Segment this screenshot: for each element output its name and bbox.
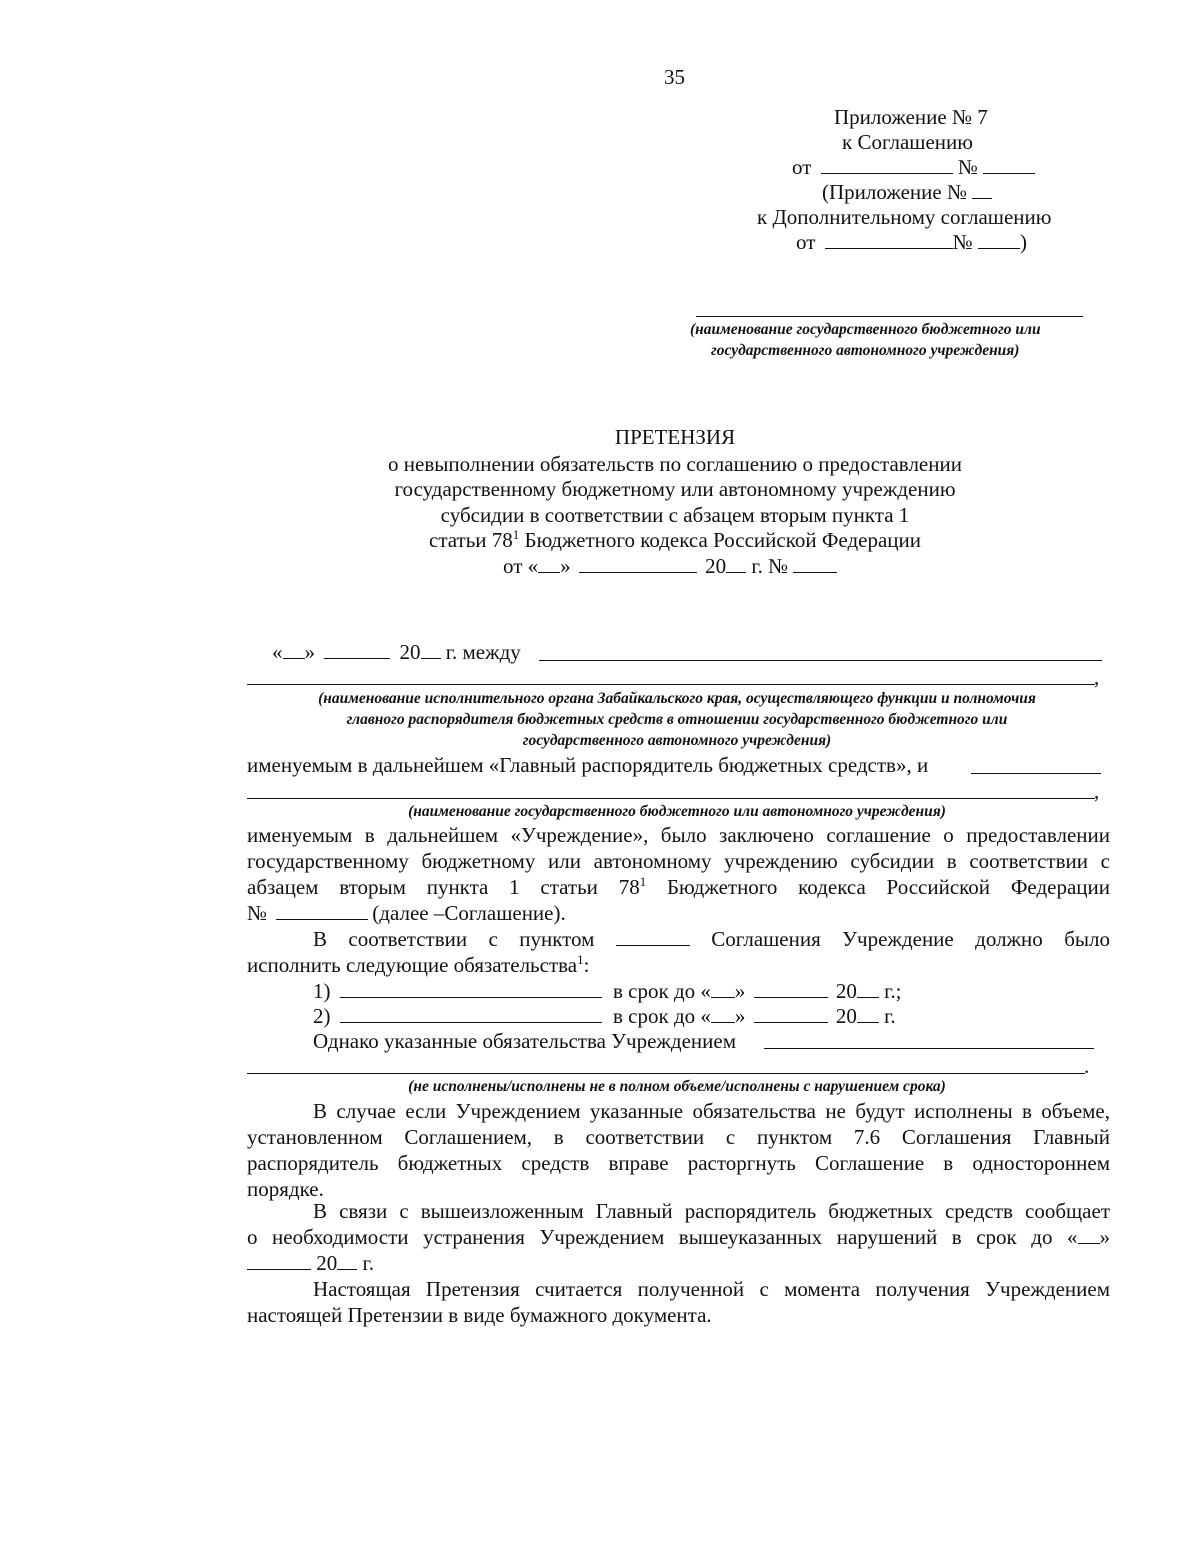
- blank-month: [754, 979, 828, 998]
- appendix-suppl-line: (Приложение №: [822, 179, 992, 205]
- page-number: 35: [664, 65, 685, 89]
- paragraph-1: именуемым в дальнейшем «Учреждение», было заключено соглашение о предоставлении государственному бюджетному или автономному учреждению субсидии в соответствии с абзацем вторым пункта 1 статьи $78^1$ Бюджетного кодекса Российской Федерации № (далее –Соглашение).: [247, 823, 1110, 925]
- subtitle-line-2: государственному бюджетному или автономному учреждению: [394, 477, 956, 501]
- recipient-blank: [696, 316, 1083, 317]
- appendix-number: Приложение № 7: [834, 105, 988, 129]
- obligation-2: 2) в срок до « » 20 г.: [313, 1004, 896, 1028]
- body-note-1c: государственного автономного учреждения): [522, 732, 832, 749]
- blank-year: [857, 979, 879, 998]
- blank-year: [726, 554, 746, 573]
- institution-blank-1: [971, 773, 1101, 774]
- blank-number: [972, 180, 992, 199]
- appendix-to-agreement: к Соглашению: [842, 130, 973, 154]
- blank-year: [337, 1251, 357, 1270]
- institution-blank-2: [247, 798, 1095, 799]
- blank-clause: [616, 927, 690, 946]
- blank-date: [825, 230, 953, 249]
- blank-agreement-number: [276, 901, 368, 920]
- paragraph-4: В случае если Учреждением указанные обязательства не будут исполнены в объеме, установленном Соглашением, в соответствии с пунктом 7.6 Соглашения Главный распорядитель бюджетных средств вправе расторгнуть Соглашение в одностороннем порядке.: [247, 1099, 1110, 1201]
- blank-date: [821, 155, 953, 174]
- blank-number: [983, 155, 1035, 174]
- paragraph-6: Настоящая Претензия считается полученной с момента получения Учреждением настоящей Претензии в виде бумажного документа.: [247, 1277, 1110, 1327]
- party-blank-2: [247, 684, 1095, 685]
- blank-obligation: [340, 979, 602, 998]
- blank-obligation: [340, 1004, 602, 1023]
- recipient-note-2: государственного автономного учреждения): [711, 342, 1020, 359]
- blank-month: [247, 1251, 311, 1270]
- claim-date-line: от « » 20 г. №: [503, 553, 837, 579]
- blank-year: [421, 640, 441, 659]
- document-title: ПРЕТЕНЗИЯ: [614, 425, 736, 449]
- body-note-1a: (наименование исполнительного органа Забайкальского края, осуществляющего функции и полномочия: [318, 690, 1036, 707]
- blank-month: [754, 1004, 828, 1023]
- blank-day: [711, 979, 735, 998]
- blank-number: [793, 554, 837, 573]
- appendix-suppl-date-line: от № ): [796, 230, 1027, 254]
- blank-day: [711, 1004, 735, 1023]
- paragraph-2: В соответствии с пунктом Соглашения Учреждение должно было исполнить следующие обязательства$^1$:: [247, 927, 1110, 977]
- recipient-note-1: (наименование государственного бюджетного или: [690, 321, 1041, 338]
- blank-year: [857, 1004, 879, 1023]
- subtitle-line-4: статьи $78^1$ Бюджетного кодекса Российской Федерации: [429, 527, 921, 552]
- obligation-1: 1) в срок до « » 20 г.;: [313, 979, 902, 1003]
- blank-day: [538, 554, 560, 573]
- status-blank-2: [247, 1073, 1085, 1074]
- status-blank-1: [764, 1048, 1094, 1049]
- body-note-1b: главного распорядителя бюджетных средств в отношении государственного бюджетного или: [346, 711, 1008, 728]
- subtitle-line-3: субсидии в соответствии с абзацем вторым пункта 1: [440, 503, 910, 527]
- blank-month: [324, 640, 390, 659]
- blank-day: [283, 640, 305, 659]
- blank-day: [1078, 1225, 1100, 1244]
- blank-number: [978, 230, 1020, 249]
- party-blank-1: [539, 660, 1102, 661]
- document-page: 35 Приложение № 7 к Соглашению от № (Приложение № к Дополнительному соглашению от № ) (наименование государственного бюджетного или государственного автономного учреждения) ПРЕТЕНЗИЯ о невыполнении обязательств по соглашению о предоставлении государственному бюджетному или автономному учреждению субсидии в соответствии с абзацем вторым пункта 1 статьи $78^1$ Бюджетного кодекса Российской Федерации от « » 20 г. № « » 20 г. между , (наименование исполнительного органа Забайкальского края, осуществляющего функции и полномочия главного распорядителя бюджетных средств в отношении государственного бюджетного или государственного автономного учреждения) именуемым в дальнейшем «Главный распорядитель бюджетных средств», и , (наименование государственного бюджетного или автономного учреждения) именуемым в дальнейшем «Учреждение», было заключено соглашение о предоставлении государственному бюджетному или автономному учреждению субсидии в соответствии с абзацем вторым пункта 1 статьи $78^1$ Бюджетного кодекса Российской Федерации № (далее –Соглашение). В соответствии с пунктом Соглашения Учреждение должно было исполнить следующие обязательства$^1$: 1) в срок до « » 20 г.; 2) в срок до « » 20 г. Однако указанные обязательства Учреждением . (не исполнены/исполнены не в полном объеме/исполнены с нарушением срока) В случае если Учреждением указанные обязательства не будут исполнены в объеме, установленном Соглашением, в соответствии с пунктом 7.6 Соглашения Главный распорядитель бюджетных средств вправе расторгнуть Соглашение в одностороннем порядке. В связи с вышеизложенным Главный распорядитель бюджетных средств сообщает о необходимости устранения Учреждением вышеуказанных нарушений в срок до « » 20 г. Настоящая Претензия считается полученной с момента получения Учреждением настоящей Претензии в виде бумажного документа.: [0, 0, 1200, 1548]
- intro-line: « » 20 г. между: [272, 640, 521, 664]
- paragraph-5: В связи с вышеизложенным Главный распорядитель бюджетных средств сообщает о необходимости устранения Учреждением вышеуказанных нарушений в срок до « » 20 г.: [247, 1199, 1110, 1275]
- body-note-3: (не исполнены/исполнены не в полном объеме/исполнены с нарушением срока): [408, 1078, 946, 1095]
- paragraph-3: Однако указанные обязательства Учреждением: [313, 1029, 737, 1053]
- appendix-date-line: от №: [792, 154, 1035, 180]
- body-note-2: (наименование государственного бюджетного или автономного учреждения): [408, 803, 946, 820]
- appendix-suppl-agreement: к Дополнительному соглашению: [757, 205, 1052, 229]
- subtitle-line-1: о невыполнении обязательств по соглашению о предоставлении: [388, 452, 962, 476]
- named-grbs: именуемым в дальнейшем «Главный распорядитель бюджетных средств», и: [247, 753, 929, 777]
- blank-month: [579, 554, 697, 573]
